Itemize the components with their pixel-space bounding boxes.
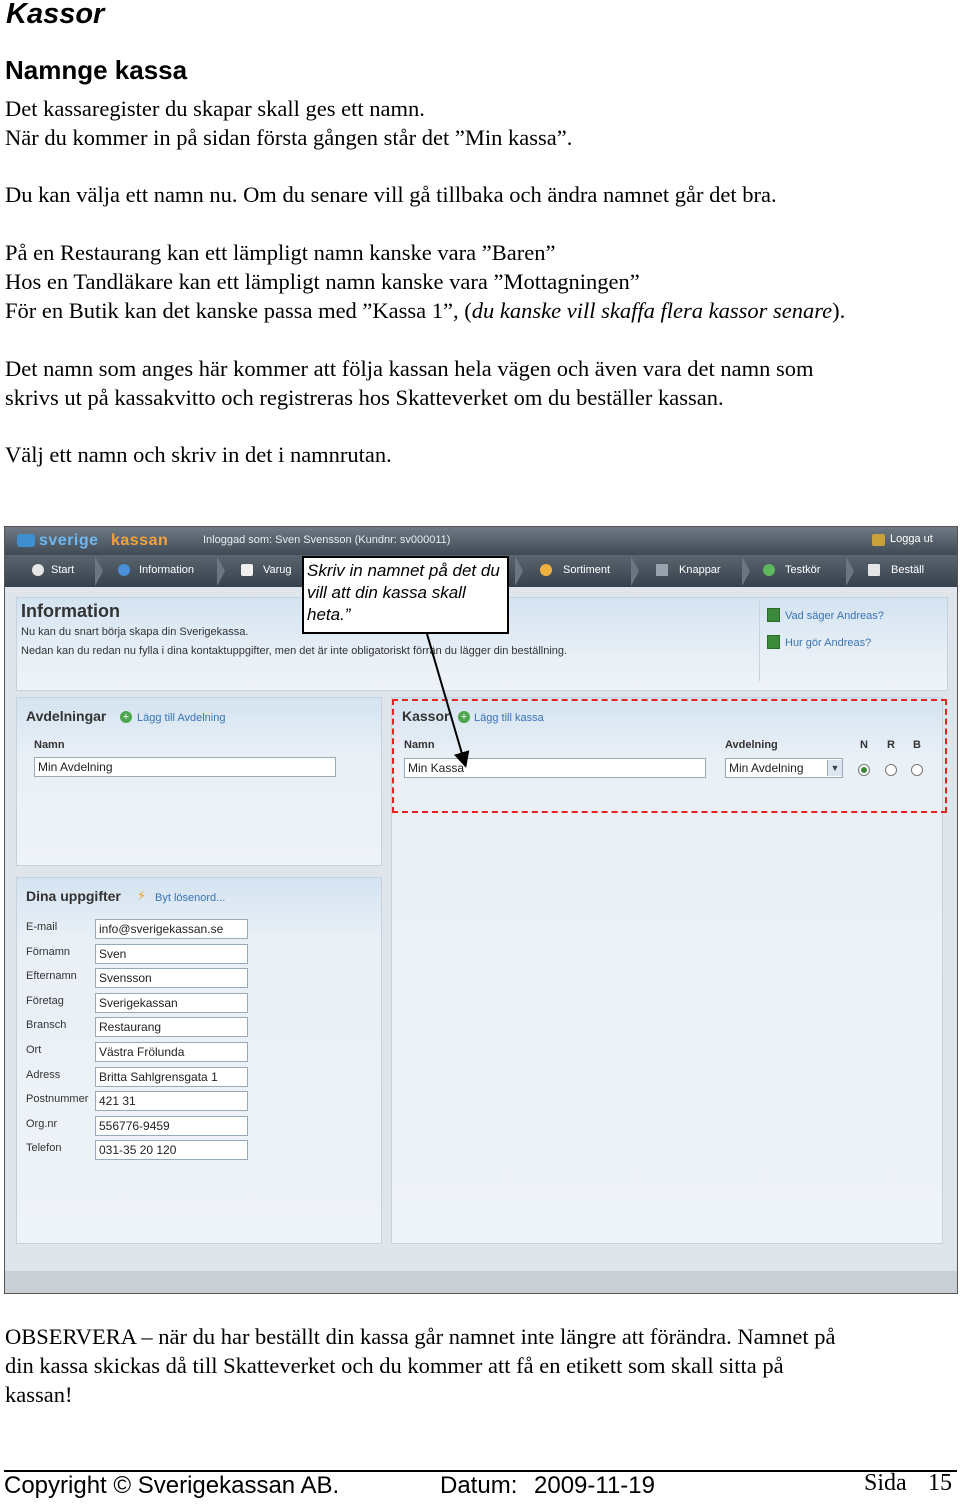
- footer-date: 2009-11-19: [534, 1472, 655, 1499]
- paragraph-line: skrivs ut på kassakvitto och registreras hos Skatteverket om du beställer kassan.: [5, 385, 724, 410]
- logout-link[interactable]: Logga ut: [890, 533, 933, 545]
- nav-varugrupper[interactable]: Varug: [263, 564, 292, 576]
- field-input[interactable]: Sverigekassan: [95, 993, 248, 1013]
- field-label: Telefon: [26, 1142, 62, 1155]
- field-input[interactable]: 031-35 20 120: [95, 1140, 248, 1160]
- line-italic-text: du kanske vill skaffa flera kassor senare: [471, 298, 833, 323]
- field-label: Org.nr: [26, 1117, 58, 1130]
- nav-knappar[interactable]: Knappar: [679, 564, 721, 576]
- information-title: Information: [21, 601, 120, 621]
- document-title: Kassor: [6, 0, 105, 30]
- change-password-link[interactable]: Byt lösenord...: [155, 892, 226, 904]
- logged-in-text: Inloggad som: Sven Svensson (Kundnr: sv000011): [203, 534, 451, 546]
- paragraph-line: [5, 296, 845, 325]
- chevron-down-icon[interactable]: ▼: [827, 760, 842, 776]
- paragraph-3: [5, 238, 845, 325]
- field-label: Adress: [26, 1068, 61, 1081]
- nav-bestall[interactable]: Beställ: [891, 564, 925, 576]
- add-avdelning-link[interactable]: Lägg till Avdelning: [137, 712, 226, 724]
- add-icon[interactable]: +: [120, 711, 132, 723]
- paragraph-line: Det namn som anges här kommer att följa kassan hela vägen och även vara det namn som: [5, 356, 814, 381]
- paragraph-line: OBSERVERA – när du har beställt din kassa går namnet inte längre att förändra. Namnet på: [5, 1324, 836, 1349]
- section-heading: Namnge kassa: [5, 55, 188, 85]
- help-link-1[interactable]: Vad säger Andreas?: [785, 610, 884, 622]
- radio-label-r: R: [887, 739, 895, 751]
- callout-box: Skriv in namnet på det du vill att din kassa skall heta.”: [302, 556, 509, 634]
- footer-date-label: Datum:: [440, 1472, 518, 1499]
- paragraph-line: Hos en Tandläkare kan ett lämpligt namn kanske vara ”Mottagningen”: [5, 269, 640, 294]
- nav-testkor[interactable]: Testkör: [785, 564, 821, 576]
- field-label: Efternamn: [26, 970, 77, 983]
- kassa-name-input[interactable]: Min Kassa: [404, 758, 706, 778]
- paragraph-1: [5, 94, 572, 152]
- nav-start[interactable]: Start: [51, 564, 75, 576]
- app-logo[interactable]: sverige: [39, 532, 99, 549]
- app-logo-accent[interactable]: kassan: [111, 532, 169, 549]
- radio-label-b: B: [913, 739, 921, 751]
- footer-copyright: Copyright © Sverigekassan AB.: [4, 1472, 340, 1499]
- field-input[interactable]: info@sverigekassan.se: [95, 919, 248, 939]
- information-text-2: Nedan kan du redan nu fylla i dina kontaktuppgifter, men det är inte obligatoriskt förrän du lägger din beställning.: [21, 645, 568, 657]
- app-screenshot: [4, 526, 958, 1294]
- footer-page-label: Sida: [864, 1470, 907, 1496]
- add-kassa-link[interactable]: Lägg till kassa: [474, 712, 544, 724]
- field-input[interactable]: 556776-9459: [95, 1116, 248, 1136]
- avdelning-name-input[interactable]: Min Avdelning: [34, 757, 336, 777]
- field-label: Förnamn: [26, 945, 71, 958]
- paragraph-line: Det kassaregister du skapar skall ges ett namn.: [5, 96, 425, 121]
- field-input[interactable]: Britta Sahlgrensgata 1: [95, 1067, 248, 1087]
- field-label: E-mail: [26, 921, 58, 933]
- footer-page-number: 15: [928, 1470, 952, 1496]
- paragraph-line: När du kommer in på sidan första gången står det ”Min kassa”.: [5, 125, 573, 150]
- line-text: För en Butik kan det kanske passa med ”Kassa 1”, (: [5, 298, 472, 323]
- avdelningar-title: Avdelningar: [26, 708, 107, 724]
- lightning-icon: ⚡: [137, 889, 147, 904]
- field-input[interactable]: Svensson: [95, 968, 248, 988]
- dina-uppgifter-title: Dina uppgifter: [26, 888, 121, 904]
- nav-sortiment[interactable]: Sortiment: [563, 564, 611, 576]
- information-text-1: Nu kan du snart börja skapa din Sverigekassa.: [21, 626, 249, 638]
- nav-information[interactable]: Information: [139, 564, 195, 576]
- paragraph-5: Välj ett namn och skriv in det i namnrutan.: [5, 442, 392, 467]
- paragraph-line: På en Restaurang kan ett lämpligt namn kanske vara ”Baren”: [5, 240, 556, 265]
- field-label: Bransch: [26, 1019, 67, 1032]
- paragraph-line: din kassa skickas då till Skatteverket och du kommer att få en etikett som skall sitta på: [5, 1353, 784, 1378]
- field-input[interactable]: Sven: [95, 944, 248, 964]
- field-label: Företag: [26, 994, 64, 1007]
- line-text: ).: [832, 298, 846, 323]
- kassa-name-label: Namn: [404, 739, 435, 751]
- avdelning-name-label: Namn: [34, 739, 65, 751]
- radio-label-n: N: [860, 739, 868, 751]
- callout-arrow: [5, 527, 957, 827]
- paragraph-4: [5, 354, 813, 412]
- paragraph-line: kassan!: [5, 1382, 73, 1407]
- kassa-avdelning-label: Avdelning: [725, 739, 778, 751]
- field-label: Ort: [26, 1044, 42, 1056]
- field-input[interactable]: Västra Frölunda: [95, 1042, 248, 1062]
- app-bottom-bar: [5, 1271, 957, 1293]
- field-input[interactable]: Restaurang: [95, 1017, 248, 1037]
- field-label: Postnummer: [26, 1093, 89, 1106]
- observera-paragraph: [5, 1322, 835, 1409]
- field-input[interactable]: 421 31: [95, 1091, 248, 1111]
- kassor-title: Kassor: [402, 708, 450, 724]
- add-icon[interactable]: +: [458, 711, 470, 723]
- paragraph-2: Du kan välja ett namn nu. Om du senare vill gå tillbaka och ändra namnet går det bra.: [5, 182, 777, 207]
- kassa-avdelning-select[interactable]: Min Avdelning: [725, 758, 843, 778]
- help-link-2[interactable]: Hur gör Andreas?: [785, 637, 872, 649]
